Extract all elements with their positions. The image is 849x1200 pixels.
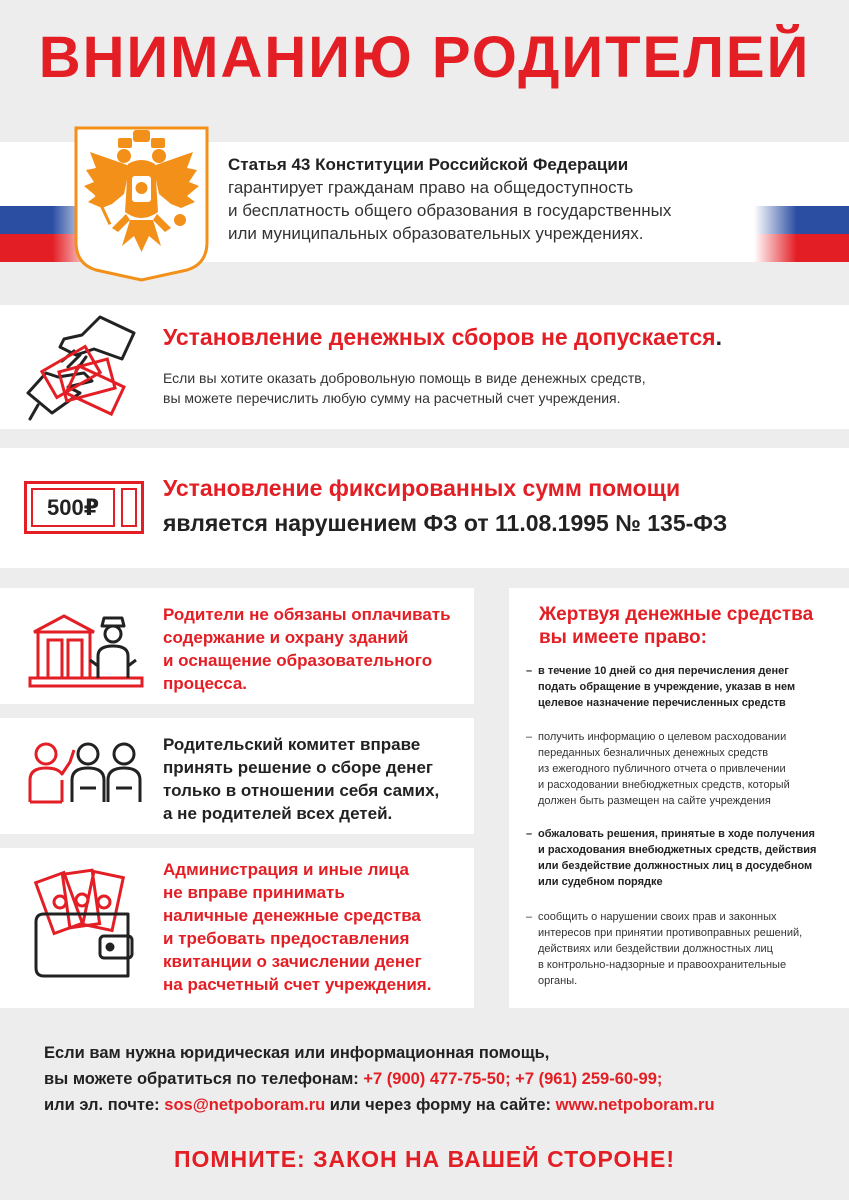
closing-slogan: ПОМНИТЕ: ЗАКОН НА ВАШЕЙ СТОРОНЕ! <box>173 1146 676 1172</box>
panel-buildings-text: Родители не обязаны оплачивать содержание и охрану зданий и оснащение образовательного процесса. <box>163 605 451 693</box>
fixed-sums-title: Установление фиксированных сумм помощи <box>163 475 681 501</box>
fixed-sums-law: является нарушением ФЗ от 11.08.1995 № 135-ФЗ <box>163 510 728 536</box>
contact-email-line: или эл. почте: sos@netpoboram.ru или через форму на сайте: www.netpoboram.ru <box>44 1096 715 1114</box>
wallet-with-cash-icon <box>30 866 140 986</box>
coat-of-arms-icon <box>72 124 211 284</box>
hands-passing-money-icon <box>24 313 144 423</box>
rights-item: – сообщить о нарушении своих прав и законных интересов при принятии противоправных решений, действиях или бездействии должностных лиц в контрольно-надзорные и правоохранительные органы. <box>526 911 803 987</box>
email-link[interactable]: sos@netpoboram.ru <box>164 1096 326 1114</box>
russian-flag-right <box>754 178 849 262</box>
parents-group-icon <box>24 740 144 812</box>
constitution-line: гарантирует гражданам право на общедоступность <box>228 178 634 197</box>
constitution-article: Статья 43 Конституции Российской Федерации <box>228 155 629 174</box>
banknote-label: 500₽ <box>31 488 115 527</box>
school-building-with-guard-icon <box>26 610 146 690</box>
fees-text: Если вы хотите оказать добровольную помощь в виде денежных средств, вы можете перечислить любую сумму на расчетный счет учреждения. <box>163 370 646 406</box>
banknote-500-icon <box>24 481 144 534</box>
panel-administration-text: Администрация и иные лица не вправе принимать наличные денежные средства и требовать предоставления квитанции о зачислении денег на расчетный счет учреждения. <box>163 860 432 994</box>
constitution-line: или муниципальных образовательных учреждениях. <box>228 224 644 243</box>
rights-item: – в течение 10 дней со дня перечисления денег подать обращение в учреждение, указав в нем целевое назначение перечисленных средств <box>526 665 796 709</box>
contact-phones-line: вы можете обратиться по телефонам: +7 (900) 477-75-50; +7 (961) 259-60-99; <box>44 1070 663 1088</box>
fees-title: Установление денежных сборов не допускается. <box>163 324 722 350</box>
rights-title: Жертвуя денежные средства вы имеете право: <box>539 604 814 648</box>
panel-committee-text: Родительский комитет вправе принять решение о сборе денег только в отношении себя самих, а не родителей всех детей. <box>163 735 440 823</box>
phone-numbers[interactable]: +7 (900) 477-75-50; +7 (961) 259-60-99; <box>363 1070 663 1088</box>
page-title: ВНИМАНИЮ РОДИТЕЛЕЙ <box>38 25 811 90</box>
constitution-line: и бесплатность общего образования в государственных <box>228 201 672 220</box>
contact-info <box>44 1040 834 1118</box>
constitution-text <box>228 153 748 245</box>
contact-line: Если вам нужна юридическая или информационная помощь, <box>44 1044 550 1062</box>
rights-item: – получить информацию о целевом расходовании переданных безналичных денежных средств из ежегодного публичного отчета о привлечении и расходовании внебюджетных средств, который должен быть размещен на сайте учреждения <box>526 731 790 807</box>
website-link[interactable]: www.netpoboram.ru <box>555 1096 715 1114</box>
rights-item: – обжаловать решения, принятые в ходе получения и расходования внебюджетных средств, действия или бездействие должностных лиц в досудебном или судебном порядке <box>526 828 817 888</box>
